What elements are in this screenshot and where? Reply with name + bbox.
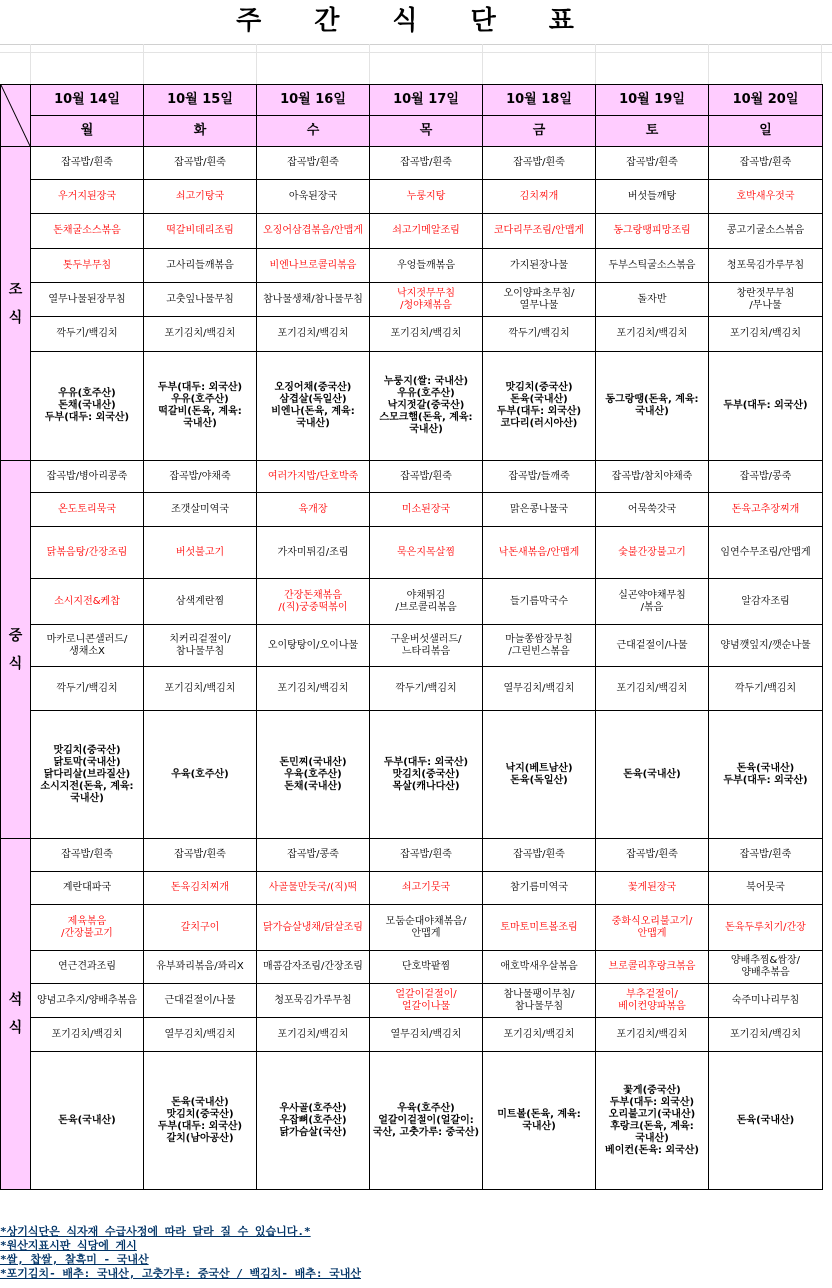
menu-item-cell: 양배추찜&쌈장/양배추볶음	[709, 951, 823, 984]
menu-item-cell: 오이탕탕이/오이나물	[257, 625, 370, 667]
menu-item-cell: 근대겉절이/나물	[596, 625, 709, 667]
menu-item-cell: 열무김치/백김치	[483, 667, 596, 711]
origin-info-cell: 맛김치(중국산) 닭토막(국내산) 닭다리살(브라질산) 소시지전(돈육, 계육: 국내산)	[31, 711, 144, 839]
menu-row	[1, 872, 823, 905]
menu-item-cell: 간장돈채볶음 /(직)궁중떡볶이	[257, 579, 370, 625]
menu-row	[1, 711, 823, 839]
menu-row	[1, 527, 823, 579]
menu-item-cell: 단호박팥찜	[370, 951, 483, 984]
meal-label: 석 식	[1, 839, 31, 1190]
menu-item-cell: 잡곡밥/흰죽	[31, 839, 144, 872]
menu-item-cell: 잡곡밥/흰죽	[709, 839, 823, 872]
weekday-header: 일	[709, 116, 823, 147]
menu-item-cell: 참기름미역국	[483, 872, 596, 905]
menu-row	[1, 905, 823, 951]
menu-item-cell: 양념고추지/양배추볶음	[31, 984, 144, 1018]
origin-info-cell: 돈육(국내산)	[31, 1052, 144, 1190]
menu-row	[1, 839, 823, 872]
menu-item-cell: 닭볶음탕/간장조림	[31, 527, 144, 579]
date-header: 10월 18일	[483, 85, 596, 116]
menu-item-cell: 들기름막국수	[483, 579, 596, 625]
menu-item-cell: 낙지젓무무침 /청야채볶음	[370, 283, 483, 317]
menu-item-cell: 계란대파국	[31, 872, 144, 905]
menu-item-cell: 청포묵김가루무침	[257, 984, 370, 1018]
footnote-line: *상기식단은 식자재 수급사정에 따라 달라 질 수 있습니다.*	[0, 1225, 311, 1238]
menu-item-cell: 애호박새우살볶음	[483, 951, 596, 984]
menu-item-cell: 잡곡밥/흰죽	[257, 147, 370, 180]
weekday-header: 수	[257, 116, 370, 147]
menu-item-cell: 꽃게된장국	[596, 872, 709, 905]
weekday-header: 목	[370, 116, 483, 147]
menu-item-cell: 깍두기/백김치	[31, 667, 144, 711]
origin-info-cell: 오징어채(중국산) 삼겹살(독일산) 비엔나(돈육, 계육: 국내산)	[257, 352, 370, 461]
origin-info-cell: 우유(호주산) 돈채(국내산) 두부(대두: 외국산)	[31, 352, 144, 461]
menu-item-cell: 열무김치/백김치	[144, 1018, 257, 1052]
menu-item-cell: 실곤약야채무침 /볶음	[596, 579, 709, 625]
date-header: 10월 14일	[31, 85, 144, 116]
menu-item-cell: 잡곡밥/야채죽	[144, 461, 257, 493]
menu-row	[1, 1052, 823, 1190]
meal-label: 조 식	[1, 147, 31, 461]
menu-item-cell: 잡곡밥/흰죽	[483, 839, 596, 872]
menu-item-cell: 고사리들깨볶음	[144, 249, 257, 283]
menu-item-cell: 가자미튀김/조림	[257, 527, 370, 579]
menu-item-cell: 돈채굴소스볶음	[31, 214, 144, 249]
footnote-line: *쌀, 찹쌀, 찰흑미 - 국내산	[0, 1253, 149, 1266]
origin-info-cell: 낙지(베트남산) 돈육(독일산)	[483, 711, 596, 839]
menu-item-cell: 잡곡밥/콩죽	[709, 461, 823, 493]
menu-item-cell: 잡곡밥/흰죽	[370, 147, 483, 180]
menu-row	[1, 214, 823, 249]
menu-row	[1, 283, 823, 317]
menu-item-cell: 매콤감자조림/간장조림	[257, 951, 370, 984]
menu-item-cell: 육개장	[257, 493, 370, 527]
origin-info-cell: 두부(대두: 외국산)	[709, 352, 823, 461]
menu-item-cell: 갈치구이	[144, 905, 257, 951]
menu-item-cell: 중화식오리불고기/안맵게	[596, 905, 709, 951]
menu-item-cell: 누룽지탕	[370, 180, 483, 214]
origin-info-cell: 돈육(국내산) 맛김치(중국산) 두부(대두: 외국산) 갈치(남아공산)	[144, 1052, 257, 1190]
menu-item-cell: 창란젓무무침 /무나물	[709, 283, 823, 317]
menu-item-cell: 유부꽈리볶음/꽈리X	[144, 951, 257, 984]
menu-item-cell: 소시지전&케찹	[31, 579, 144, 625]
menu-row	[1, 667, 823, 711]
menu-item-cell: 임연수무조림/안맵게	[709, 527, 823, 579]
menu-item-cell: 구운버섯샐러드/느타리볶음	[370, 625, 483, 667]
menu-row	[1, 147, 823, 180]
origin-info-cell: 동그랑땡(돈육, 계육: 국내산)	[596, 352, 709, 461]
menu-item-cell: 조갯살미역국	[144, 493, 257, 527]
menu-item-cell: 알감자조림	[709, 579, 823, 625]
menu-item-cell: 김치찌개	[483, 180, 596, 214]
footnote-line: *원산지표시판 식당에 게시	[0, 1239, 137, 1252]
menu-item-cell: 잡곡밥/흰죽	[370, 461, 483, 493]
origin-info-cell: 맛김치(중국산) 돈육(국내산) 두부(대두: 외국산) 코다리(러시아산)	[483, 352, 596, 461]
menu-item-cell: 잡곡밥/콩죽	[257, 839, 370, 872]
menu-item-cell: 포기김치/백김치	[596, 667, 709, 711]
menu-row	[1, 461, 823, 493]
menu-item-cell: 포기김치/백김치	[483, 1018, 596, 1052]
origin-info-cell: 미트볼(돈육, 계육: 국내산)	[483, 1052, 596, 1190]
menu-item-cell: 비엔나브로콜리볶음	[257, 249, 370, 283]
menu-item-cell: 참나물생채/참나물무침	[257, 283, 370, 317]
spreadsheet-grid	[0, 44, 832, 84]
menu-item-cell: 잡곡밥/들깨죽	[483, 461, 596, 493]
menu-item-cell: 참나물팽이무침/참나물무침	[483, 984, 596, 1018]
menu-item-cell: 포기김치/백김치	[709, 1018, 823, 1052]
menu-row	[1, 249, 823, 283]
menu-item-cell: 브로콜리후랑크볶음	[596, 951, 709, 984]
origin-info-cell: 누룽지(쌀: 국내산) 우유(호주산) 낙지젓갈(중국산) 스모크햄(돈육, 계육: 국내산)	[370, 352, 483, 461]
menu-item-cell: 잡곡밥/흰죽	[144, 147, 257, 180]
menu-row	[1, 493, 823, 527]
meal-label: 중 식	[1, 461, 31, 839]
menu-item-cell: 제육볶음 /간장불고기	[31, 905, 144, 951]
menu-item-cell: 포기김치/백김치	[709, 317, 823, 352]
menu-item-cell: 여러가지밥/단호박죽	[257, 461, 370, 493]
date-header: 10월 19일	[596, 85, 709, 116]
menu-item-cell: 쇠고기메알조림	[370, 214, 483, 249]
menu-item-cell: 깍두기/백김치	[709, 667, 823, 711]
menu-item-cell: 포기김치/백김치	[370, 317, 483, 352]
menu-item-cell: 깍두기/백김치	[483, 317, 596, 352]
menu-item-cell: 부추겉절이/베이컨양파볶음	[596, 984, 709, 1018]
menu-item-cell: 청포묵김가루무침	[709, 249, 823, 283]
menu-row	[1, 1018, 823, 1052]
menu-item-cell: 호박새우젓국	[709, 180, 823, 214]
menu-item-cell: 우거지된장국	[31, 180, 144, 214]
menu-item-cell: 토마토미트볼조림	[483, 905, 596, 951]
menu-item-cell: 잡곡밥/흰죽	[596, 839, 709, 872]
menu-item-cell: 삼색계란찜	[144, 579, 257, 625]
menu-item-cell: 잡곡밥/흰죽	[370, 839, 483, 872]
date-header: 10월 17일	[370, 85, 483, 116]
menu-item-cell: 온도토리묵국	[31, 493, 144, 527]
menu-item-cell: 깍두기/백김치	[31, 317, 144, 352]
origin-info-cell: 꽃게(중국산) 두부(대두: 외국산) 오리불고기(국내산) 후랑크(돈육, 계육: 국내산) 베이컨(돈육: 외국산)	[596, 1052, 709, 1190]
menu-item-cell: 오징어삼겹볶음/안맵게	[257, 214, 370, 249]
menu-row	[1, 352, 823, 461]
menu-item-cell: 맑은콩나물국	[483, 493, 596, 527]
weekday-header: 금	[483, 116, 596, 147]
origin-info-cell: 돈민찌(국내산) 우육(호주산) 돈채(국내산)	[257, 711, 370, 839]
menu-item-cell: 야채튀김 /브로콜리볶음	[370, 579, 483, 625]
origin-info-cell: 우육(호주산) 얼갈이겉절이(얼갈이: 국산, 고춧가루: 중국산)	[370, 1052, 483, 1190]
menu-item-cell: 오이양파초무침/열무나물	[483, 283, 596, 317]
menu-item-cell: 쇠고기뭇국	[370, 872, 483, 905]
menu-item-cell: 모둠순대야채볶음/안맵게	[370, 905, 483, 951]
menu-item-cell: 연근견과조림	[31, 951, 144, 984]
menu-item-cell: 숯불간장불고기	[596, 527, 709, 579]
menu-item-cell: 마카로니콘샐러드/생채소X	[31, 625, 144, 667]
page-title: 주 간 식 단 표	[0, 0, 832, 45]
origin-info-cell: 우사골(호주산) 우잡뼈(호주산) 닭가슴살(국산)	[257, 1052, 370, 1190]
menu-row	[1, 625, 823, 667]
menu-item-cell: 깍두기/백김치	[370, 667, 483, 711]
menu-item-cell: 포기김치/백김치	[596, 317, 709, 352]
menu-item-cell: 포기김치/백김치	[257, 317, 370, 352]
menu-item-cell: 포기김치/백김치	[144, 317, 257, 352]
menu-item-cell: 가지된장나물	[483, 249, 596, 283]
menu-item-cell: 마늘쫑쌈장무침 /그린빈스볶음	[483, 625, 596, 667]
menu-item-cell: 포기김치/백김치	[257, 667, 370, 711]
menu-item-cell: 닭가슴살냉채/닭살조림	[257, 905, 370, 951]
menu-item-cell: 포기김치/백김치	[31, 1018, 144, 1052]
weekly-menu-table	[0, 84, 823, 1190]
menu-item-cell: 콩고기굴소스볶음	[709, 214, 823, 249]
date-header: 10월 16일	[257, 85, 370, 116]
menu-item-cell: 잡곡밥/흰죽	[709, 147, 823, 180]
menu-item-cell: 고춧잎나물무침	[144, 283, 257, 317]
menu-item-cell: 열무나물된장무침	[31, 283, 144, 317]
menu-item-cell: 잡곡밥/병아리콩죽	[31, 461, 144, 493]
menu-item-cell: 미소된장국	[370, 493, 483, 527]
menu-item-cell: 낙돈새볶음/안맵게	[483, 527, 596, 579]
menu-item-cell: 포기김치/백김치	[257, 1018, 370, 1052]
menu-item-cell: 포기김치/백김치	[596, 1018, 709, 1052]
menu-row	[1, 180, 823, 214]
menu-item-cell: 근대겉절이/나물	[144, 984, 257, 1018]
menu-item-cell: 돌자반	[596, 283, 709, 317]
origin-info-cell: 돈육(국내산)	[709, 1052, 823, 1190]
menu-item-cell: 코다리무조림/안맵게	[483, 214, 596, 249]
menu-item-cell: 잡곡밥/흰죽	[144, 839, 257, 872]
menu-item-cell: 양념깻잎지/깻순나물	[709, 625, 823, 667]
origin-info-cell: 두부(대두: 외국산) 맛김치(중국산) 목살(캐나다산)	[370, 711, 483, 839]
menu-item-cell: 잡곡밥/흰죽	[31, 147, 144, 180]
footnote-line: *포기김치- 배추: 국내산, 고춧가루: 중국산 / 백김치- 배추: 국내산	[0, 1267, 361, 1280]
origin-info-cell: 두부(대두: 외국산) 우유(호주산) 떡갈비(돈육, 계육: 국내산)	[144, 352, 257, 461]
menu-item-cell: 잡곡밥/흰죽	[483, 147, 596, 180]
menu-row	[1, 579, 823, 625]
menu-item-cell: 돈육김치찌개	[144, 872, 257, 905]
menu-item-cell: 동그랑땡피망조림	[596, 214, 709, 249]
date-header: 10월 15일	[144, 85, 257, 116]
origin-info-cell: 우육(호주산)	[144, 711, 257, 839]
diagonal-divider-icon	[1, 85, 30, 146]
menu-item-cell: 버섯들깨탕	[596, 180, 709, 214]
menu-item-cell: 두부스틱굴소스볶음	[596, 249, 709, 283]
menu-item-cell: 돈육고추장찌개	[709, 493, 823, 527]
menu-item-cell: 떡갈비데리조림	[144, 214, 257, 249]
menu-item-cell: 묵은지목살찜	[370, 527, 483, 579]
menu-item-cell: 숙주미나리무침	[709, 984, 823, 1018]
menu-item-cell: 쇠고기탕국	[144, 180, 257, 214]
menu-item-cell: 버섯불고기	[144, 527, 257, 579]
menu-item-cell: 열무김치/백김치	[370, 1018, 483, 1052]
menu-item-cell: 어묵쑥갓국	[596, 493, 709, 527]
menu-item-cell: 우엉들깨볶음	[370, 249, 483, 283]
weekday-header: 토	[596, 116, 709, 147]
menu-row	[1, 317, 823, 352]
menu-item-cell: 돈육두루치기/간장	[709, 905, 823, 951]
menu-item-cell: 얼갈이겉절이/얼갈이나물	[370, 984, 483, 1018]
menu-row	[1, 951, 823, 984]
menu-item-cell: 사골물만둣국/(직)떡	[257, 872, 370, 905]
footnotes	[0, 1225, 832, 1281]
date-header: 10월 20일	[709, 85, 823, 116]
menu-item-cell: 치커리겉절이/참나물무침	[144, 625, 257, 667]
origin-info-cell: 돈육(국내산)	[596, 711, 709, 839]
origin-info-cell: 돈육(국내산) 두부(대두: 외국산)	[709, 711, 823, 839]
menu-item-cell: 톳두부무침	[31, 249, 144, 283]
menu-item-cell: 아욱된장국	[257, 180, 370, 214]
weekday-header: 월	[31, 116, 144, 147]
menu-item-cell: 잡곡밥/참치야채죽	[596, 461, 709, 493]
header-corner-cell	[1, 85, 31, 147]
menu-row	[1, 984, 823, 1018]
menu-item-cell: 잡곡밥/흰죽	[596, 147, 709, 180]
weekday-header: 화	[144, 116, 257, 147]
menu-item-cell: 포기김치/백김치	[144, 667, 257, 711]
menu-item-cell: 북어뭇국	[709, 872, 823, 905]
